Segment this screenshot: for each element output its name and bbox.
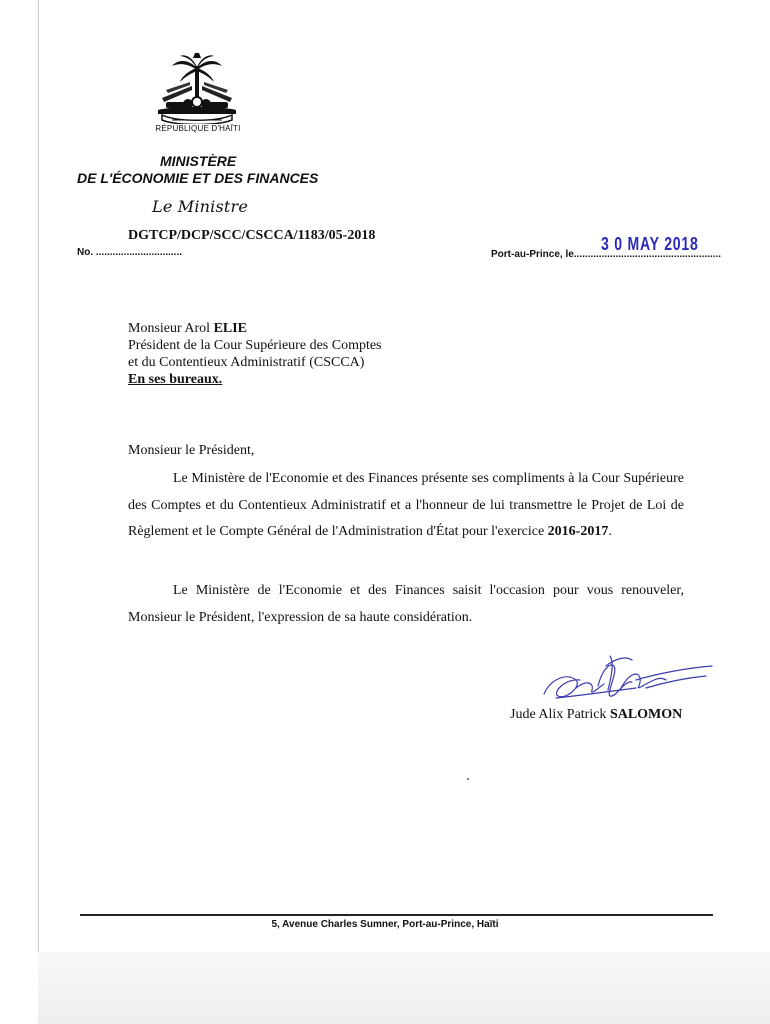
recipient-name-prefix: Monsieur Arol bbox=[128, 321, 214, 336]
footer-divider bbox=[80, 914, 713, 916]
office-title: Le Ministre bbox=[152, 197, 249, 216]
recipient-title-line2: et du Contentieux Administratif (CSCCA) bbox=[128, 355, 365, 370]
signer-first-names: Jude Alix Patrick bbox=[510, 707, 610, 722]
salutation: Monsieur le Président, bbox=[128, 443, 255, 458]
fiscal-year: 2016-2017 bbox=[547, 524, 609, 539]
ministry-title-line1: MINISTÈRE bbox=[160, 153, 237, 169]
date-stamp: 3 0 MAY 2018 bbox=[601, 234, 699, 254]
signer-surname: SALOMON bbox=[609, 707, 683, 722]
page-edge bbox=[38, 0, 39, 1024]
recipient-surname: ELIE bbox=[213, 321, 248, 336]
republic-label: RÉPUBLIQUE D'HAÏTI bbox=[155, 124, 241, 133]
recipient-name bbox=[128, 320, 382, 337]
recipient-title-line1: Président de la Cour Supérieure des Comptes bbox=[128, 338, 382, 353]
paragraph-1-text: Le Ministère de l'Economie et des Finances présente ses compliments à la Cour Supérieure des Comptes et du Contentieux Administratif et a l'honneur de lui transmettre le Projet de Loi de Règlement et le Compte Général de l'Administration d'État pour l'exercice bbox=[128, 471, 684, 539]
reference-number: DGTCP/DCP/SCC/CSCCA/1183/05-2018 bbox=[128, 228, 376, 243]
scan-speck bbox=[467, 778, 469, 780]
footer-address: 5, Avenue Charles Sumner, Port-au-Prince, Haïti bbox=[271, 919, 499, 930]
place-date-label: Port-au-Prince, le..................................................... bbox=[491, 249, 722, 260]
recipient-location: En ses bureaux. bbox=[128, 372, 223, 387]
coat-of-arms-emblem bbox=[152, 52, 242, 124]
number-label: No. ............................... bbox=[77, 247, 183, 258]
signer-name bbox=[510, 707, 682, 723]
ministry-title-line2: DE L'ÉCONOMIE ET DES FINANCES bbox=[77, 170, 319, 186]
scan-bottom-band bbox=[38, 952, 770, 1024]
body-paragraph-1 bbox=[128, 466, 684, 546]
recipient-address-block bbox=[128, 320, 382, 388]
body-paragraph-2: Le Ministère de l'Economie et des Finances saisit l'occasion pour vous renouveler, Monsieur le Président, l'expression de sa haute considération. bbox=[128, 583, 684, 625]
paragraph-1-end: . bbox=[608, 524, 612, 539]
